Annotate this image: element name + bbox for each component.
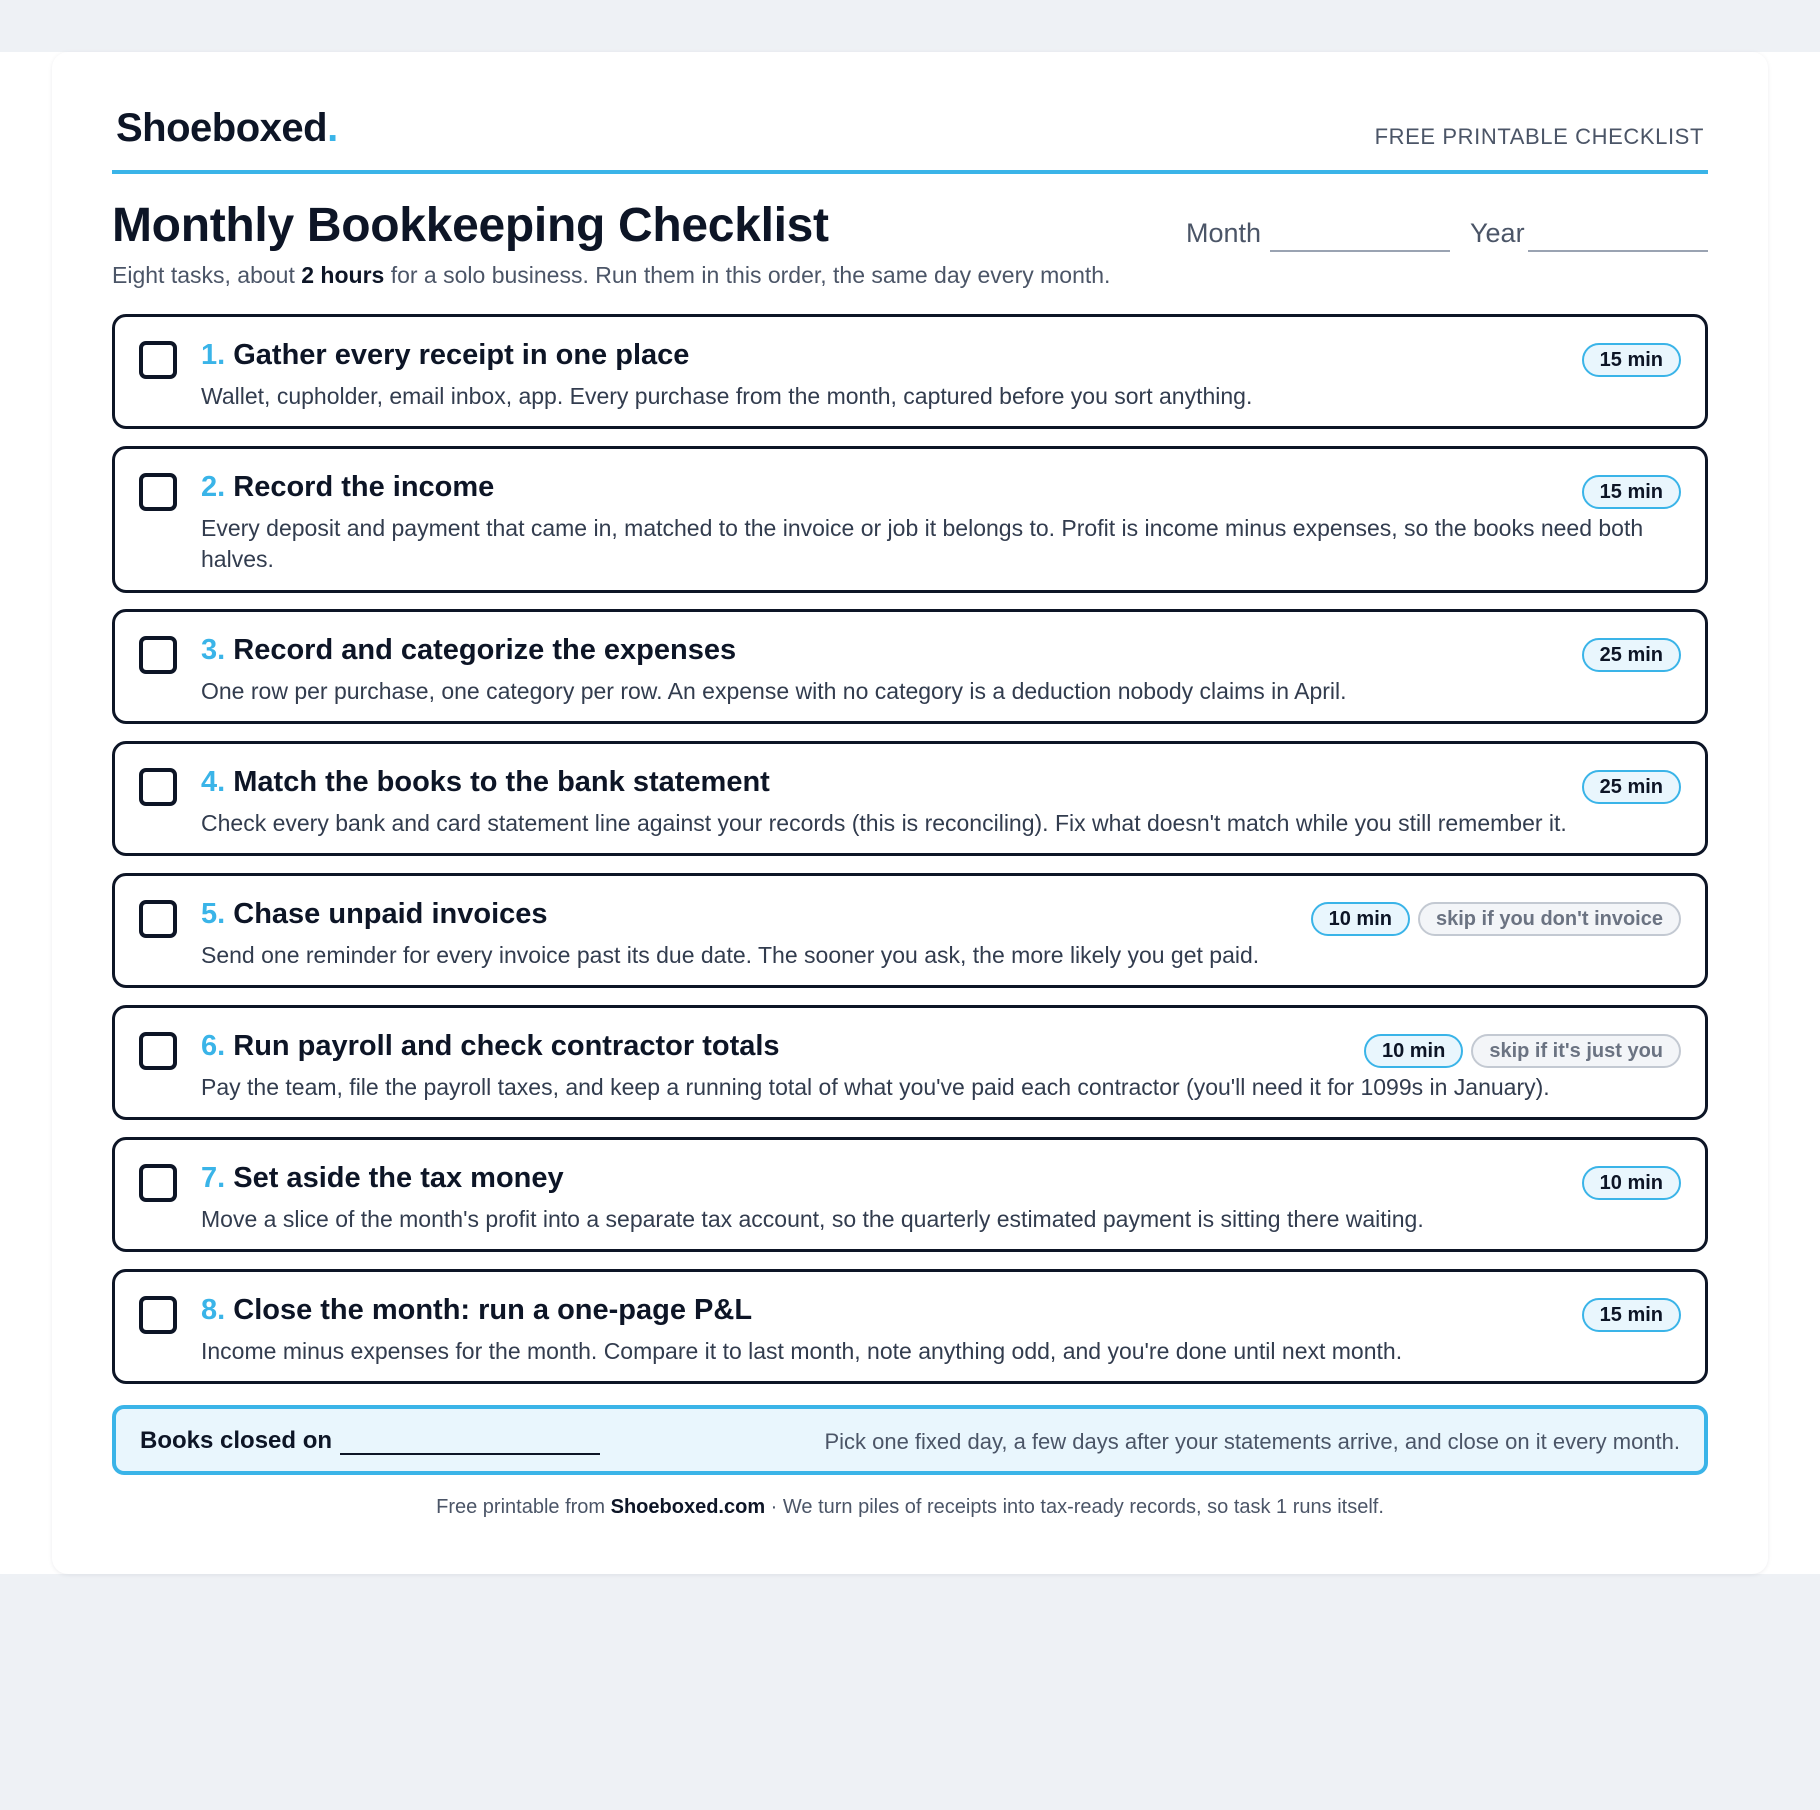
task-title <box>201 339 689 372</box>
logo-text: Shoeboxed <box>116 106 328 150</box>
task-title-text: Run payroll and check contractor totals <box>233 1030 780 1062</box>
checkbox-icon[interactable] <box>139 1296 177 1334</box>
subtitle-post: for a solo business. Run them in this order, the same day every month. <box>384 262 1111 288</box>
task-item <box>112 741 1708 856</box>
task-item <box>112 446 1708 593</box>
task-badges <box>1582 770 1681 804</box>
task-item <box>112 314 1708 429</box>
skip-badge: skip if you don't invoice <box>1418 902 1681 936</box>
task-badges <box>1582 638 1681 672</box>
month-label: Month <box>1186 218 1262 248</box>
task-item <box>112 873 1708 988</box>
books-closed-date-field[interactable] <box>340 1453 600 1455</box>
footer-pre: Free printable from <box>436 1496 611 1518</box>
task-badges <box>1582 343 1681 377</box>
task-title-text: Record the income <box>233 471 495 503</box>
time-badge: 10 min <box>1582 1166 1681 1200</box>
time-badge: 25 min <box>1582 638 1681 672</box>
task-title <box>201 898 548 931</box>
page-subtitle <box>112 262 1110 289</box>
task-number: 8. <box>201 1294 226 1326</box>
task-item <box>112 1137 1708 1252</box>
task-item <box>112 1005 1708 1120</box>
task-badges <box>1582 1166 1681 1200</box>
task-title <box>201 471 494 504</box>
task-badges <box>1582 475 1681 509</box>
time-badge: 15 min <box>1582 343 1681 377</box>
subtitle-bold: 2 hours <box>301 262 385 288</box>
checkbox-icon[interactable] <box>139 636 177 674</box>
year-field[interactable] <box>1528 250 1708 252</box>
time-badge: 15 min <box>1582 475 1681 509</box>
checkbox-icon[interactable] <box>139 1032 177 1070</box>
task-badges <box>1582 1298 1681 1332</box>
task-badges <box>1311 902 1681 936</box>
time-badge: 15 min <box>1582 1298 1681 1332</box>
checkbox-icon[interactable] <box>139 900 177 938</box>
checkbox-icon[interactable] <box>139 768 177 806</box>
task-number: 3. <box>201 634 226 666</box>
task-description: Every deposit and payment that came in, matched to the invoice or job it belongs to. Profit is income minus expenses, so the books need both halves. <box>201 515 1644 572</box>
task-description: Send one reminder for every invoice past its due date. The sooner you ask, the more likely you get paid. <box>201 942 1260 968</box>
task-title <box>201 1294 752 1327</box>
task-number: 1. <box>201 339 226 371</box>
task-title-text: Gather every receipt in one place <box>233 339 690 371</box>
task-badges <box>1364 1034 1681 1068</box>
task-number: 6. <box>201 1030 226 1062</box>
skip-badge: skip if it's just you <box>1471 1034 1681 1068</box>
month-field[interactable] <box>1270 250 1450 252</box>
footer <box>112 1496 1708 1519</box>
time-badge: 10 min <box>1311 902 1410 936</box>
page-title: Monthly Bookkeeping Checklist <box>112 199 829 252</box>
header-tag: FREE PRINTABLE CHECKLIST <box>1374 124 1704 149</box>
task-number: 5. <box>201 898 226 930</box>
task-title <box>201 1030 780 1063</box>
task-title <box>201 634 736 667</box>
task-item <box>112 609 1708 724</box>
books-closed-note: Pick one fixed day, a few days after your statements arrive, and close on it every month. <box>824 1429 1680 1454</box>
checkbox-icon[interactable] <box>139 1164 177 1202</box>
task-title-text: Chase unpaid invoices <box>233 898 548 930</box>
footer-post: · We turn piles of receipts into tax-ready records, so task 1 runs itself. <box>765 1496 1384 1518</box>
checkbox-icon[interactable] <box>139 473 177 511</box>
books-closed-box <box>112 1405 1708 1475</box>
task-description: Pay the team, file the payroll taxes, and keep a running total of what you've paid each contractor (you'll need it for 1099s in January). <box>201 1074 1550 1100</box>
footer-link[interactable]: Shoeboxed.com <box>610 1496 766 1518</box>
task-title-text: Set aside the tax money <box>233 1162 564 1194</box>
task-title-text: Record and categorize the expenses <box>233 634 737 666</box>
task-number: 2. <box>201 471 226 503</box>
logo-dot: . <box>327 106 338 150</box>
header <box>112 104 1708 174</box>
task-description: Income minus expenses for the month. Compare it to last month, note anything odd, and you're done until next month. <box>201 1338 1403 1364</box>
task-number: 7. <box>201 1162 226 1194</box>
task-title <box>201 1162 564 1195</box>
task-item <box>112 1269 1708 1384</box>
task-description: Check every bank and card statement line against your records (this is reconciling). Fix what doesn't match while you still remember it. <box>201 810 1567 836</box>
checkbox-icon[interactable] <box>139 341 177 379</box>
subtitle-pre: Eight tasks, about <box>112 262 302 288</box>
task-title <box>201 766 770 799</box>
books-closed-label: Books closed on <box>140 1427 333 1454</box>
task-description: Wallet, cupholder, email inbox, app. Every purchase from the month, captured before you sort anything. <box>201 383 1253 409</box>
task-number: 4. <box>201 766 226 798</box>
year-label: Year <box>1470 218 1525 248</box>
task-description: Move a slice of the month's profit into a separate tax account, so the quarterly estimated payment is sitting there waiting. <box>201 1206 1424 1232</box>
time-badge: 10 min <box>1364 1034 1463 1068</box>
logo[interactable] <box>116 106 338 151</box>
task-title-text: Close the month: run a one-page P&L <box>233 1294 753 1326</box>
task-title-text: Match the books to the bank statement <box>233 766 770 798</box>
task-description: One row per purchase, one category per row. An expense with no category is a deduction nobody claims in April. <box>201 678 1347 704</box>
page-background-bottom <box>0 1574 1820 1810</box>
time-badge: 25 min <box>1582 770 1681 804</box>
page-background-top <box>0 0 1820 52</box>
